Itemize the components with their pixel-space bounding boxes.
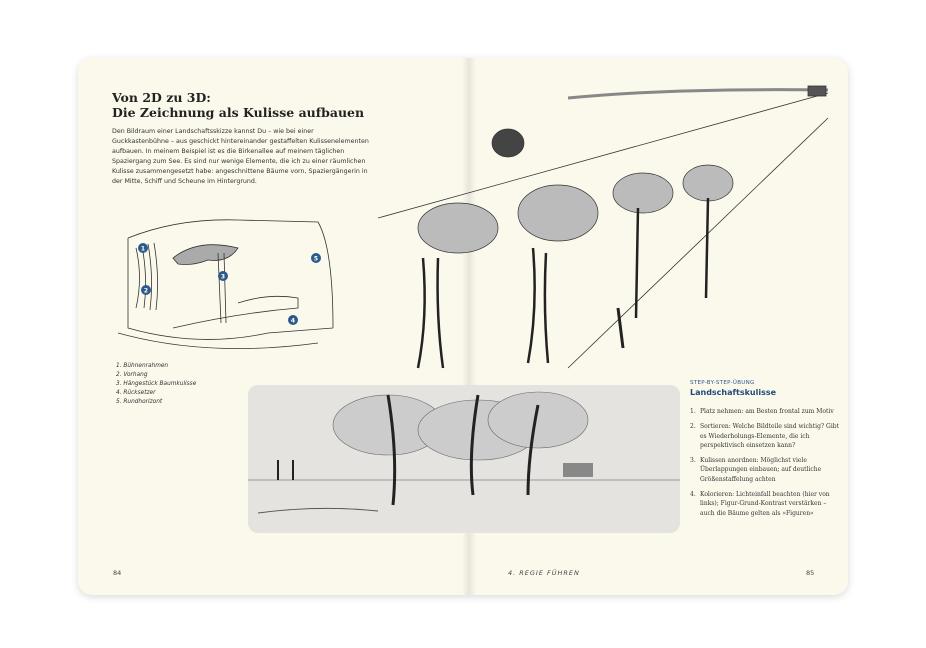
book-spread (78, 58, 848, 595)
steps-list (690, 407, 840, 524)
legend-item: 4. Rücksetzer (116, 390, 156, 396)
step-text: Platz nehmen: am Besten frontal zum Motiv (700, 408, 834, 415)
legend-item: 2. Vorhang (116, 372, 148, 378)
marker-2: 2 (143, 287, 149, 295)
exercise-kicker: STEP-BY-STEP-ÜBUNG (690, 380, 755, 386)
step-item (690, 456, 840, 484)
step-number: 2. (690, 423, 696, 431)
step-number: 1. (690, 408, 696, 415)
legend-list (116, 362, 196, 407)
stage-illustration (118, 208, 348, 358)
step-number: 4. (690, 491, 696, 499)
marker-5: 5 (313, 255, 319, 263)
chapter-footer: 4. REGIE FÜHREN (508, 569, 580, 577)
legend-item: 1. Bühnenrahmen (116, 363, 169, 369)
step-text: Kolorieren: Lichteinfall beachten (hier von links); Figur-Grund-Kontrast verstärken – auch die Bäume gelten als »Figuren« (700, 491, 830, 517)
step-text: Sortieren: Welche Bildteile sind wichtig? Gibt es Wiederholungs-Elemente, die ich perspektivisch einsetzen kann? (700, 423, 840, 449)
exercise-title: Landschaftskulisse (690, 388, 777, 397)
step-item (690, 422, 840, 450)
legend-item: 3. Hängestück Baumkulisse (116, 381, 197, 387)
marker-3: 3 (220, 273, 226, 281)
marker-1: 1 (140, 245, 146, 253)
marker-4: 4 (290, 317, 296, 325)
landscape-sketch-image (248, 385, 680, 533)
title-line: Von 2D zu 3D: (112, 90, 211, 105)
title-line: Die Zeichnung als Kulisse aufbauen (112, 105, 365, 120)
intro-text: Den Bildraum einer Landschaftsskizze kannst Du – wie bei einer Guckkastenbühne – aus geschickt hintereinander gestaffelten Kulissenelementen aufbauen. In meinem Beispiel ist es die Birkenallee auf meinem täglichen Spaziergang zum See. Es sind nur wenige Elemente, die ich zu einer räumlichen Kulisse zusammengesetzt habe: angeschnittene Bäume vorn, Spaziergängerin in der Mitte, Schiff und Scheune im Hintergrund. (112, 128, 369, 185)
step-item (690, 490, 840, 518)
page-title (112, 90, 364, 120)
step-text: Kulissen anordnen: Möglichst viele Überlappungen einbauen; auf deutliche Größenstaffelung achten (700, 457, 822, 483)
legend-item: 5. Rundhorizont (116, 399, 163, 405)
page-number-left: 84 (113, 569, 122, 577)
birch-avenue-sketch (368, 78, 838, 378)
step-item (690, 407, 840, 416)
step-number: 3. (690, 457, 696, 465)
page-number-right: 85 (806, 569, 815, 577)
